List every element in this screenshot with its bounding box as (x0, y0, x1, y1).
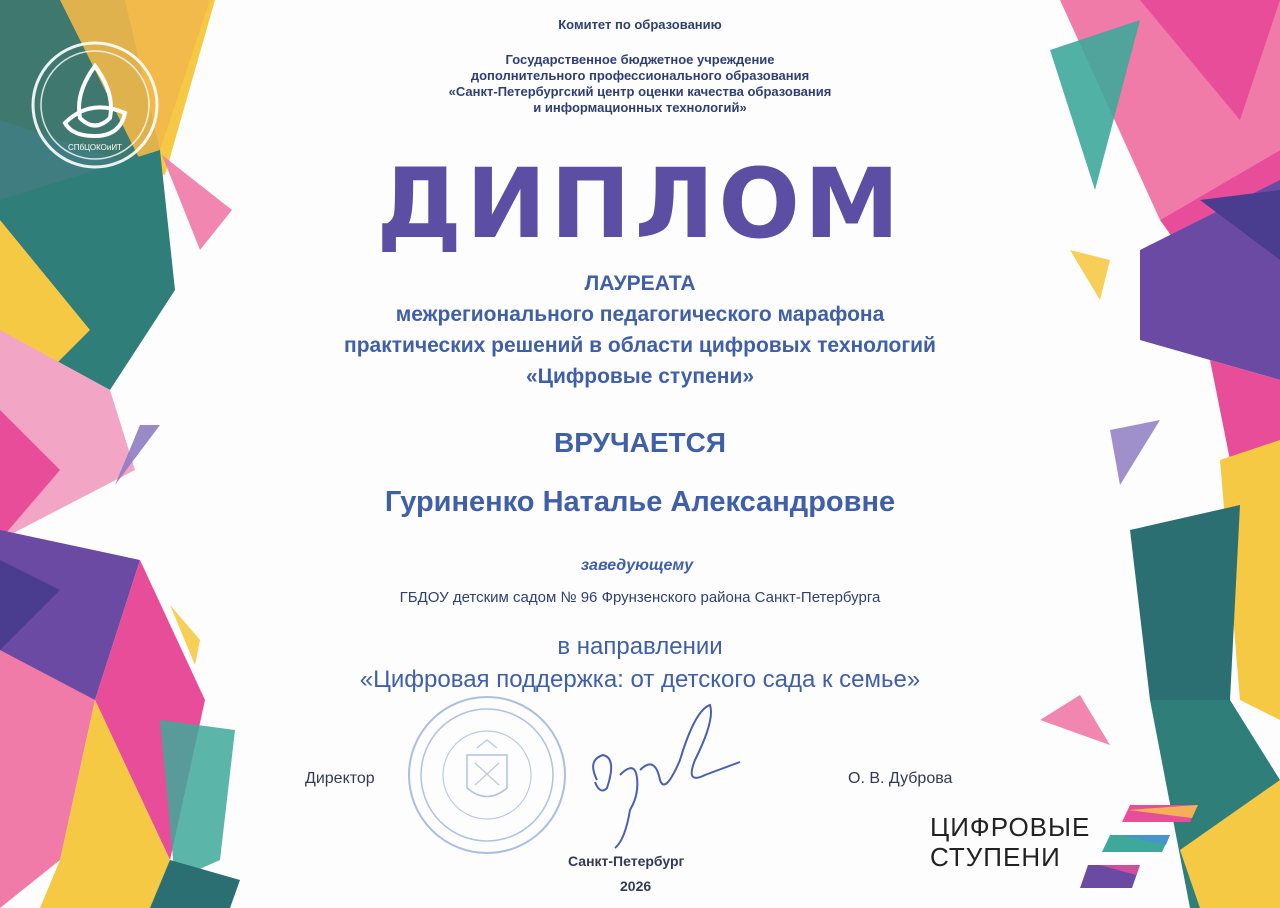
direction-block (0, 630, 1280, 696)
official-seal (405, 693, 570, 858)
signer-name: О. В. Дуброва (848, 770, 953, 787)
institution-line: и информационных технологий» (533, 100, 747, 115)
institution-name (0, 52, 1280, 116)
laureate-line: ЛАУРЕАТА (584, 272, 696, 295)
laureate-line: «Цифровые ступени» (525, 365, 755, 388)
brand-line: СТУПЕНИ (930, 842, 1061, 872)
director-signature (585, 700, 745, 850)
institution-line: дополнительного профессионального образования (470, 68, 810, 83)
direction-line: в направлении (557, 633, 723, 660)
steps-logo-icon (1080, 800, 1200, 895)
recipient-name: Гуриненко Наталье Александровне (384, 486, 896, 518)
awarded-label: ВРУЧАЕТСЯ (554, 427, 726, 458)
committee-name: Комитет по образованию (558, 17, 722, 32)
recipient-organization: ГБДОУ детским садом № 96 Фрунзенского района Санкт-Петербурга (399, 589, 881, 606)
institution-line: Государственное бюджетное учреждение (505, 52, 775, 67)
issue-year: 2026 (620, 878, 652, 894)
brand-wordmark (930, 812, 1090, 872)
laureate-line: практических решений в области цифровых технологий (344, 334, 936, 357)
issue-city: Санкт-Петербург (568, 853, 685, 869)
signer-role: Директор (305, 770, 375, 787)
laureate-line: межрегионального педагогического марафона (395, 303, 885, 326)
institution-line: «Санкт-Петербургский центр оценки качества образования (448, 84, 832, 99)
direction-line: «Цифровая поддержка: от детского сада к семье» (359, 666, 921, 693)
svg-text:СПбЦОКОиИТ: СПбЦОКОиИТ (68, 143, 122, 152)
brand-line: ЦИФРОВЫЕ (930, 812, 1091, 842)
laureate-block (0, 268, 1280, 392)
recipient-position: заведующему (580, 557, 694, 574)
diploma-title: ДИПЛОМ (376, 148, 904, 260)
